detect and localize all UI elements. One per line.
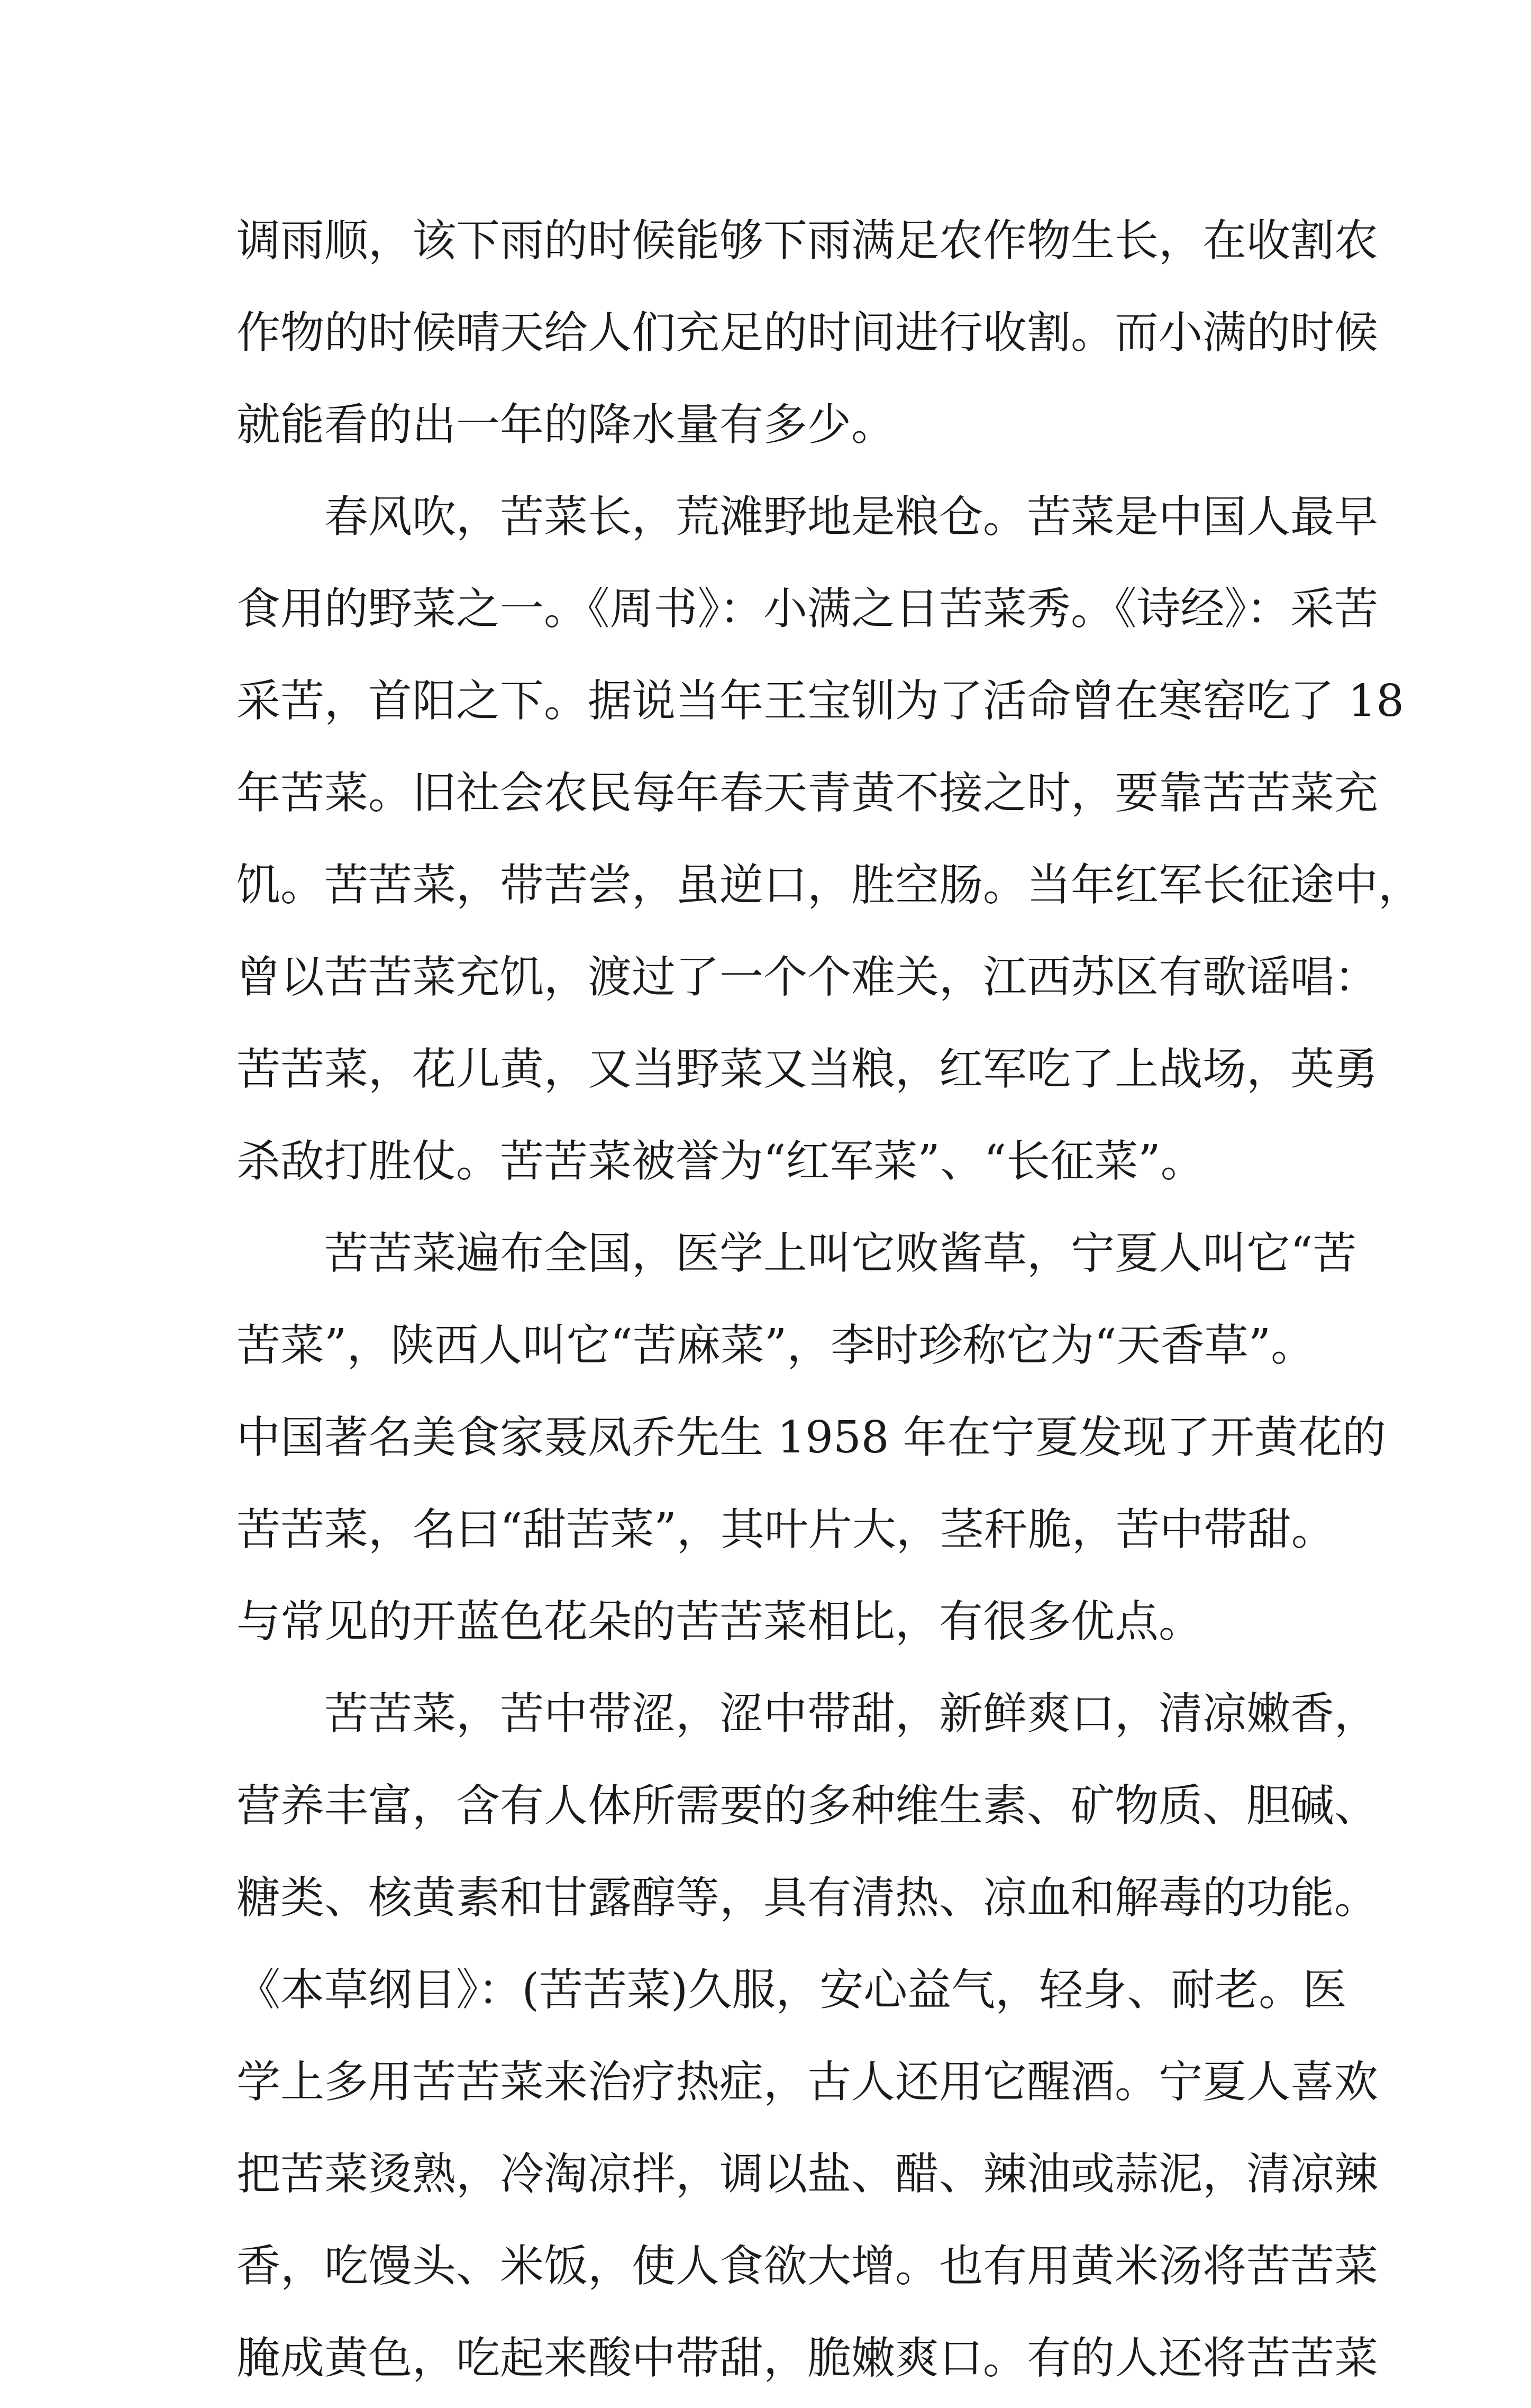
text-line: 中国著名美食家聂凤乔先生 1958 年在宁夏发现了开黄花的 (236, 1412, 1386, 1463)
text-line: 年苦菜。旧社会农民每年春天青黄不接之时，要靠苦苦菜充 (236, 767, 1378, 819)
text-line: 采苦，首阳之下。据说当年王宝钏为了活命曾在寒窑吃了 18 (236, 675, 1404, 726)
text-line: 《本草纲目》：(苦苦菜)久服，安心益气，轻身、耐老。医 (236, 1964, 1347, 2015)
document-body (236, 198, 1422, 2408)
text-line: 作物的时候晴天给人们充足的时间进行收割。而小满的时候 (236, 307, 1378, 358)
text-line: 把苦菜烫熟，冷淘凉拌，调以盐、醋、辣油或蒜泥，清凉辣 (236, 2148, 1378, 2200)
text-line: 苦菜”，陕西人叫它“苦麻菜”，李时珍称它为“天香草”。 (236, 1320, 1315, 1371)
text-line: 与常见的开蓝色花朵的苦苦菜相比，有很多优点。 (236, 1596, 1202, 1647)
text-line: 苦苦菜，花儿黄，又当野菜又当粮，红军吃了上战场，英勇 (236, 1043, 1378, 1095)
paragraph-first-line: 苦苦菜，苦中带涩，涩中带甜，新鲜爽口，清凉嫩香， (324, 1688, 1378, 1739)
text-line: 苦苦菜，名曰“甜苦菜”，其叶片大，茎秆脆，苦中带甜。 (236, 1504, 1335, 1555)
text-line: 学上多用苦苦菜来治疗热症，古人还用它醒酒。宁夏人喜欢 (236, 2056, 1378, 2107)
text-line: 香，吃馒头、米饭，使人食欲大增。也有用黄米汤将苦苦菜 (236, 2240, 1378, 2292)
text-line: 食用的野菜之一。《周书》：小满之日苦菜秀。《诗经》：采苦 (236, 583, 1378, 634)
text-line: 杀敌打胜仗。苦苦菜被誉为“红军菜”、“长征菜”。 (236, 1135, 1205, 1187)
text-line: 曾以苦苦菜充饥，渡过了一个个难关，江西苏区有歌谣唱： (236, 951, 1378, 1003)
text-line: 饥。苦苦菜，带苦尝，虽逆口，胜空肠。当年红军长征途中， (236, 859, 1422, 911)
text-line: 营养丰富，含有人体所需要的多种维生素、矿物质、胆碱、 (236, 1780, 1378, 1831)
text-line: 调雨顺，该下雨的时候能够下雨满足农作物生长，在收割农 (236, 215, 1378, 266)
text-line: 就能看的出一年的降水量有多少。 (236, 399, 895, 450)
text-line: 糖类、核黄素和甘露醇等，具有清热、凉血和解毒的功能。 (236, 1872, 1378, 1923)
text-line: 腌成黄色，吃起来酸中带甜，脆嫩爽口。有的人还将苦苦菜 (236, 2332, 1378, 2384)
paragraph-first-line: 苦苦菜遍布全国，医学上叫它败酱草，宁夏人叫它“苦 (324, 1228, 1357, 1279)
paragraph-first-line: 春风吹，苦菜长，荒滩野地是粮仓。苦菜是中国人最早 (324, 491, 1378, 542)
